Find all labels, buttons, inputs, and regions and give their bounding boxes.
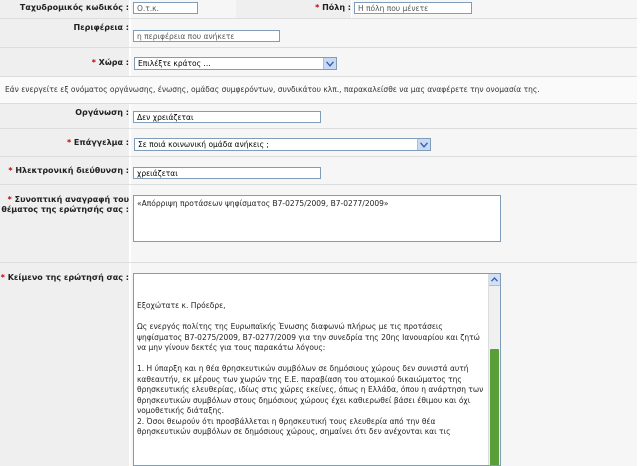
postal-code-input[interactable]: Ο.τ.κ. [133,2,198,14]
organisation-note: Εάν ενεργείτε εξ ονόματος οργάνωσης, ένωσης, ομάδας συμφερόντων, συνδικάτου κλπ., παρακαλείσθε να μας αναφέρετε την ονομασία της. [5,85,540,94]
organisation-input[interactable]: Δεν χρειάζεται [133,111,321,123]
required-asterisk: * [7,195,15,204]
region-input[interactable]: η περιφέρεια που ανήκετε [133,30,280,42]
organisation-row [0,104,637,129]
required-asterisk: * [0,273,8,282]
postal-code-label: Ταχυδρομικός κωδικός : [0,0,129,18]
subject-textarea[interactable] [133,195,501,242]
question-paragraph: Εξοχώτατε κ. Πρόεδρε, [137,301,226,310]
subject-row [0,185,637,263]
chevron-down-icon[interactable] [323,58,336,69]
country-selected-value: Επιλέξτε κράτος ... [138,59,211,68]
question-row [0,263,637,466]
subject-label: * Συνοπτική αναγραφή του θέματος της ερώτησής σας : [1,195,129,214]
profession-label: * Επάγγελμα : [0,129,129,156]
city-label: * Πόλη : [236,0,351,18]
required-asterisk: * [66,138,74,147]
question-scrollbar[interactable] [488,274,500,465]
profession-select[interactable] [134,138,431,151]
required-asterisk: * [315,3,323,12]
question-text [134,274,500,438]
profession-row [0,129,637,157]
required-asterisk: * [91,58,99,67]
question-textarea[interactable] [133,273,501,466]
scrollbar-thumb[interactable] [490,349,499,466]
required-asterisk: * [8,166,16,175]
region-row [0,19,637,48]
country-label: * Χώρα : [0,48,129,76]
country-row [0,48,637,77]
email-label: * Ηλεκτρονική διεύθυνση : [0,157,129,184]
email-row [0,157,637,185]
region-label: Περιφέρεια : [0,19,129,47]
country-select[interactable] [134,57,337,70]
scroll-up-arrow-icon[interactable] [489,274,500,286]
profession-selected-value: Σε ποιά κοινωνική ομάδα ανήκεις ; [138,140,269,149]
organisation-note-row [0,77,637,104]
email-input[interactable]: χρειάζεται [133,167,321,179]
subject-text: «Απόρριψη προτάσεων ψηφίσματος B7-0275/2009, B7-0277/2009» [137,199,389,208]
organisation-label: Οργάνωση : [0,104,129,128]
city-input[interactable]: Η πόλη που μένετε [354,2,472,14]
question-paragraph: Ως ενεργός πολίτης της Ευρωπαϊκής Ένωσης διαφωνώ πλήρως με τις προτάσεις ψηφίσματος B7-0275/2009, B7-0277/2009 για την συνεδρία της 20ης Ιανουαρίου και ζητώ να μην γίνουν δεκτές για τους παρακάτω λόγους: [137,322,480,352]
chevron-down-icon[interactable] [417,139,430,150]
postal-city-row [0,0,637,19]
question-paragraph: 1. Η ύπαρξη και η θέα θρησκευτικών συμβόλων σε δημόσιους χώρους δεν συνιστά αυτή καθεαυτήν, εκ μέρους των χωρών της Ε.Ε. παραβίαση του ατομικού δικαιώματος της θρησκευτικής ελευθερίας, ιδίως στις χώρες εκείνες, όπως η Ελλάδα, όπου η ανάρτηση των θρησκευτικών συμβόλων στους δημόσιους χώρους έχει καθιερωθεί βάσει έθιμου και όχι νομοθετικής διάταξης. 2. Όσοι θεωρούν ότι προσβάλλεται η θρησκευτική τους ελευθερία από την θέα θρησκευτικών συμβόλων σε δημόσιους χώρους, σημαίνει ότι δεν ανέχονται και τις [137,364,484,436]
question-label: * Κείμενο της ερώτησή σας : [0,273,129,282]
